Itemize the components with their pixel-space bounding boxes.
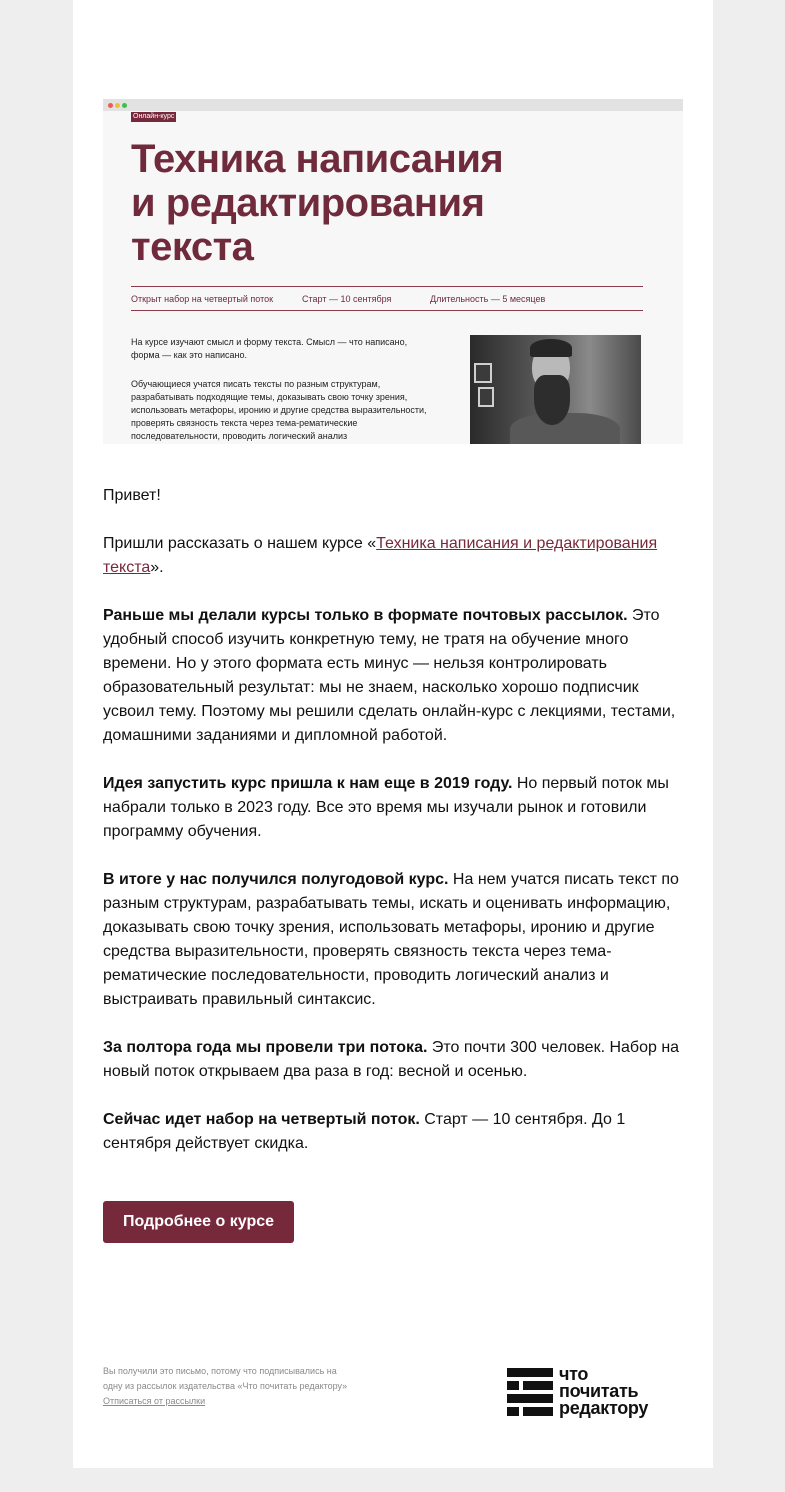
person-hair [530,339,572,357]
paragraph-lead: Сейчас идет набор на четвертый поток. [103,1111,420,1128]
paragraph-enrollment [103,1108,688,1156]
email-container [73,0,713,1468]
logo-wordmark [559,1366,648,1417]
hero-meta-start: Старт — 10 сентября [302,294,392,304]
intro-text: Пришли рассказать о нашем курсе « [103,535,377,552]
paragraph-formats [103,604,688,748]
hero-title-line: текста [131,225,254,269]
logo-line: почитать [559,1381,639,1401]
paragraph-text: На нем учатся писать текст по разным структурам, разрабатывать темы, искать и оценивать информацию, доказывать свою точку зрения, использовать метафоры, иронию и другие средства выразительности, проверять связность текста через тема-рематические последовательности, проводить логический анализ и выстраивать правильный синтаксис. [103,871,679,1008]
paragraph-idea [103,772,688,844]
hero-divider [131,310,643,311]
paragraph-text: Но первый поток мы набрали только в 2023 году. Все это время мы изучали рынок и готовили программу обучения. [103,775,669,840]
hero-divider [131,286,643,287]
maximize-dot-icon [122,103,127,108]
browser-bar [103,99,683,111]
author-photo [470,335,641,444]
paragraph-lead: В итоге у нас получился полугодовой курс. [103,871,449,888]
person-beard [534,375,570,425]
minimize-dot-icon [115,103,120,108]
logo-line: редактору [559,1398,649,1418]
hero-text: Обучающиеся учатся писать тексты по разным структурам, разрабатывать подходящие темы, доказывать свою точку зрения, использовать метафоры, иронию и другие средства выразительности, проверять связность текста через тема-рематические последовательности, проводить логический анализ [131,379,427,441]
intro-paragraph [103,532,688,580]
hero-meta-open: Открыт набор на четвертый поток [131,294,274,304]
hero-title-line: и редактирования [131,181,485,225]
wall-frame [474,363,492,383]
footer-line: одну из рассылок издательства «Что почитать редактору» [103,1381,348,1391]
paragraph-text: Старт — 10 сентября. До 1 сентября действует скидка. [103,1111,626,1152]
hero-title [131,137,651,269]
footer-note [103,1364,403,1409]
logo-line: что [559,1364,589,1384]
paragraph-text: Это почти 300 человек. Набор на новый поток открываем два раза в год: весной и осенью. [103,1039,680,1080]
intro-text: ». [150,559,164,576]
more-about-course-button[interactable]: Подробнее о курсе [103,1201,294,1243]
paragraph-text: Это удобный способ изучить конкретную тему, не тратя на обучение много времени. Но у этого формата есть минус — нельзя контролировать образовательный результат: мы не знаем, насколько хорошо подписчик усвоил тему. Поэтому мы решили сделать онлайн-курс с лекциями, тестами, домашними заданиями и дипломной работой. [103,607,676,744]
footer-line: Вы получили это письмо, потому что подписывались на [103,1366,337,1376]
hero-tag: Онлайн-курс [133,113,175,120]
publisher-logo[interactable] [507,1366,687,1418]
course-link[interactable]: Техника написания и редактирования текста [103,535,658,576]
paragraph-lead: За полтора года мы провели три потока. [103,1039,428,1056]
course-hero-image[interactable] [103,99,683,444]
close-dot-icon [108,103,113,108]
paragraph-lead: Раньше мы делали курсы только в формате почтовых рассылок. [103,607,628,624]
hero-meta-duration: Длительность — 5 месяцев [430,294,546,304]
wall-frame [478,387,494,407]
unsubscribe-link[interactable]: Отписаться от рассылки [103,1396,206,1406]
paragraph-streams [103,1036,688,1084]
hero-title-line: Техника написания [131,137,504,181]
paragraph-lead: Идея запустить курс пришла к нам еще в 2019 году. [103,775,513,792]
person-body [510,413,620,444]
hero-text: На курсе изучают смысл и форму текста. Смысл — что написано, форма — как это написано. [131,337,408,360]
greeting: Привет! [103,487,161,504]
logo-bars-icon [507,1368,553,1416]
paragraph-course [103,868,688,1012]
